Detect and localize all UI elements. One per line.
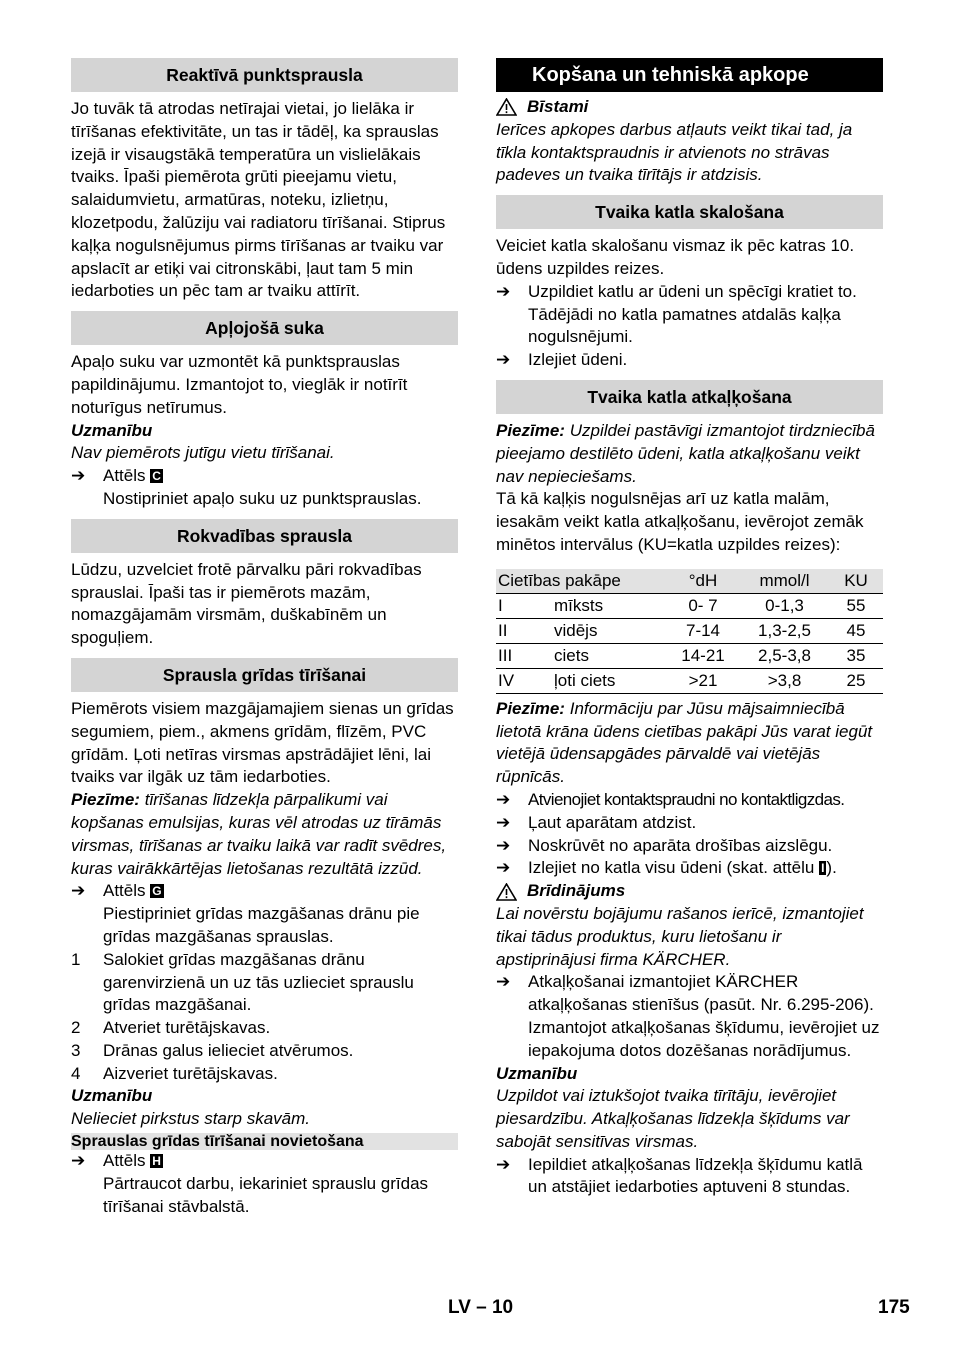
arrow-icon: ➔: [496, 281, 511, 301]
step-text: Atvienojiet kontaktspraudni no kontaktligzdas.: [528, 789, 845, 809]
instruction-step: [496, 812, 883, 835]
table-cell: 1,3-2,5: [740, 618, 829, 643]
instruction-step: [496, 281, 883, 349]
note: [496, 698, 883, 789]
section-heading-reaktiva: Reaktīvā punktsprausla: [71, 58, 458, 92]
step-text-end: ).: [826, 858, 837, 878]
footer-section-label: LV – 10: [448, 1297, 514, 1318]
caution-title: Uzmanību: [71, 1086, 153, 1106]
section-heading-rokvadibas: Rokvadības sprausla: [71, 519, 458, 553]
table-cell: mīksts: [552, 593, 666, 618]
danger-title: Bīstami: [527, 97, 589, 116]
table-cell: 25: [829, 668, 883, 693]
warning-triangle-icon: [496, 98, 517, 116]
figure-badge: H: [152, 1154, 161, 1169]
warning-heading: [496, 880, 883, 903]
arrow-icon: ➔: [496, 789, 511, 809]
table-cell: 2,5-3,8: [740, 643, 829, 668]
table-cell: 35: [829, 643, 883, 668]
section-heading-apalojosa-suka: Apļojošā suka: [71, 311, 458, 345]
arrow-icon: ➔: [71, 881, 86, 901]
figure-badge: C: [152, 469, 161, 484]
instruction-step: [71, 465, 458, 488]
step-number: 2: [71, 1018, 81, 1038]
note-label: Piezīme:: [496, 698, 565, 718]
step-text: [528, 857, 837, 880]
table-cell: 55: [829, 593, 883, 618]
figure-ref: [103, 880, 164, 903]
step-text: Atkaļķošanai izmantojiet KÄRCHER atkaļķošanas stienīšus (pasūt. Nr. 6.295-206). Izmantojot atkaļķošanas šķīdumu, ievērojiet uz iepakojuma dotos dozēšanas norādījumus.: [528, 972, 880, 1060]
figure-label: Attēls: [103, 881, 146, 901]
danger-heading: [496, 96, 883, 119]
paragraph: Tā kā kaļķis nogulsnējas arī uz katla malām, iesakām veikt katla atkaļķošanu, ievērojot zemāk minētos intervālus (KU=katla uzpildes reizes):: [496, 489, 864, 554]
table-row: [496, 643, 883, 668]
instruction-step: [496, 789, 883, 812]
step-number: 3: [71, 1040, 81, 1060]
table-cell: 7-14: [666, 618, 740, 643]
note-text: Informāciju par Jūsu mājsaimniecībā lietotā krāna ūdens cietības pakāpi Jūs varat iegūt vietējā ūdensapgādes pārvaldē vai vietējās rūpnīcās.: [496, 698, 873, 787]
arrow-icon: ➔: [496, 350, 511, 370]
step-text: Nostipriniet apaļo suku uz punktsprauslas.: [103, 488, 422, 508]
table-cell: ciets: [552, 643, 666, 668]
table-cell: ļoti ciets: [552, 668, 666, 693]
note-text: Uzpildei pastāvīgi izmantojot tirdzniecībā pieejamo destilēto ūdeni, katla atkaļķošanu veikt nav nepieciešams.: [496, 420, 875, 486]
figure-ref: [103, 465, 163, 488]
numbered-step: [71, 1063, 458, 1086]
step-text: Noskrūvēt no aparāta drošības aizslēgu.: [528, 835, 833, 855]
arrow-icon: ➔: [71, 1151, 86, 1171]
table-row: [496, 593, 883, 618]
table-cell: >21: [666, 668, 740, 693]
paragraph: Piemērots visiem mazgājamajiem sienas un grīdas segumiem, piem., akmens grīdām, flīzēm, PVC grīdām. Ļoti netīras virsmas apstrādājiet lēni, lai tvaiks var ilgāk uz tām iedarboties.: [71, 698, 454, 787]
note: [71, 789, 458, 880]
step-text: Ļaut aparātam atdzist.: [528, 812, 697, 832]
warning-title: Brīdinājums: [527, 881, 626, 901]
header-hardness: Cietības pakāpe: [496, 569, 666, 594]
instruction-step: [496, 971, 883, 1062]
main-heading: Kopšana un tehniskā apkope: [496, 58, 883, 92]
left-column: [71, 58, 458, 1218]
figure-label: Attēls: [103, 466, 146, 486]
step-text: Drānas galus ielieciet atvērumos.: [103, 1040, 354, 1060]
header-dh: °dH: [666, 569, 740, 594]
table-cell: 0-1,3: [740, 593, 829, 618]
step-text: Iepildiet atkaļķošanas līdzekļa šķīdumu katlā un atstājiet iedarboties aptuveni 8 stundas.: [528, 1154, 863, 1197]
table-cell: IV: [496, 668, 552, 693]
right-column: [496, 58, 883, 1199]
instruction-step: [496, 857, 883, 880]
instruction-step: [71, 1150, 458, 1173]
arrow-icon: ➔: [496, 835, 511, 855]
table-cell: I: [496, 593, 552, 618]
table-cell: 0- 7: [666, 593, 740, 618]
warning-text: Lai novērstu bojājumu rašanos ierīcē, izmantojiet tikai tādus produktus, kuru lietošanu ir apstiprinājusi firma KÄRCHER.: [496, 903, 864, 969]
subsection-heading-novietosana: Sprauslas grīdas tīrīšanai novietošana: [71, 1133, 458, 1150]
step-number: 1: [71, 949, 81, 969]
step-text: Aizveriet turētājskavas.: [103, 1063, 278, 1083]
step-text: Piestipriniet grīdas mazgāšanas drānu pie grīdas mazgāšanas sprauslas.: [103, 904, 420, 946]
step-text: Izlejiet ūdeni.: [528, 350, 628, 370]
caution-text: Uzpildot vai iztukšojot tvaika tīrītāju, ievērojiet piesardzību. Atkaļķošanas līdzekļa šķīdums var sabojāt sensitīvas virsmas.: [496, 1086, 850, 1151]
instruction-step: [496, 835, 883, 858]
table-cell: >3,8: [740, 668, 829, 693]
instruction-step: [496, 349, 883, 372]
figure-badge: G: [152, 884, 162, 899]
note-label: Piezīme:: [496, 420, 565, 440]
arrow-icon: ➔: [496, 858, 511, 878]
figure-badge: I: [821, 861, 825, 876]
paragraph: Apaļo suku var uzmontēt kā punktsprauslas papildinājumu. Izmantojot to, vieglāk ir notīrīt noturīgus netīrumus.: [71, 352, 408, 417]
table-cell: II: [496, 618, 552, 643]
hardness-table: [496, 569, 883, 694]
step-text-part: Izlejiet no katla visu ūdeni (skat. attēlu: [528, 858, 815, 878]
caution-text: Nav piemērots jutīgu vietu tīrīšanai.: [71, 443, 335, 463]
page-number: 175: [878, 1297, 910, 1318]
danger-text: Ierīces apkopes darbus atļauts veikt tikai tad, ja tīkla kontaktspraudnis ir atvienots no strāvas padeves un tvaika tīrītājs ir atdzisis.: [496, 119, 853, 185]
table-cell: vidējs: [552, 618, 666, 643]
paragraph: Jo tuvāk tā atrodas netīrajai vietai, jo lielāka ir tīrīšanas efektivitāte, un tas ir tādēļ, ka sprauslas izejā ir visaugstākā temperatūra un vislielākais tvaiks. Īpaši piemērota grūti pieejamu vietu, salaidumvietu, armatūras, noteku, izlietņu, klozetpodu, žalūziju vai radiatoru tīrīšanai. Stiprus kaļķa nogulsnējumus pirms tīrīšanas ar tvaiku var apslacīt ar etiķi vai citronskābi, ļaut tam 5 min iedarboties un pēc tam ar tvaiku attīrīt.: [71, 99, 446, 301]
warning-triangle-icon: [496, 883, 517, 901]
instruction-step: [496, 1154, 883, 1200]
arrow-icon: ➔: [496, 812, 511, 832]
caution-title: Uzmanību: [496, 1063, 578, 1083]
table-cell: III: [496, 643, 552, 668]
numbered-step: [71, 949, 458, 1017]
note-label: Piezīme:: [71, 790, 140, 810]
section-heading-skalosana: Tvaika katla skalošana: [496, 195, 883, 229]
section-heading-gridas-sprausla: Sprausla grīdas tīrīšanai: [71, 658, 458, 692]
table-row: [496, 668, 883, 693]
paragraph: Lūdzu, uzvelciet frotē pārvalku pāri rokvadības sprauslai. Īpaši tas ir piemērots mazām, nomazgājamām virsmām, duškabīnēm un spoguļiem.: [71, 559, 422, 648]
arrow-icon: ➔: [71, 466, 86, 486]
table-header-row: [496, 569, 883, 594]
step-number: 4: [71, 1063, 81, 1083]
table-cell: 14-21: [666, 643, 740, 668]
section-heading-atkalkosana: Tvaika katla atkaļķošana: [496, 380, 883, 414]
step-text: Pārtraucot darbu, iekariniet sprauslu grīdas tīrīšanai stāvbalstā.: [103, 1173, 429, 1216]
numbered-step: [71, 1017, 458, 1040]
note-text: tīrīšanas līdzekļa pārpalikumi vai kopšanas emulsijas, kuras vēl atrodas uz tīrāmās virsmas, tīrīšanas ar tvaiku laikā var radīt svēdres, kuras vairākkārtējas lietošanas rezultātā izzūd.: [71, 790, 447, 878]
step-text: Uzpildiet katlu ar ūdeni un spēcīgi kratiet to. Tādējādi no katla pamatnes atdalās kaļķa nogulsnējumi.: [528, 281, 857, 347]
figure-ref: [103, 1150, 163, 1173]
header-ku: KU: [829, 569, 883, 594]
figure-label: Attēls: [103, 1151, 146, 1171]
step-text: Atveriet turētājskavas.: [103, 1018, 271, 1038]
step-text: Salokiet grīdas mazgāšanas drānu garenvirzienā un uz tās uzlieciet sprauslu grīdas mazgāšanai.: [103, 949, 414, 1015]
caution-text: Nelieciet pirkstus starp skavām.: [71, 1109, 311, 1129]
header-mmol: mmol/l: [740, 569, 829, 594]
note: [496, 420, 883, 488]
table-row: [496, 618, 883, 643]
paragraph: Veiciet katla skalošanu vismaz ik pēc katras 10. ūdens uzpildes reizes.: [496, 236, 855, 278]
instruction-step: [71, 880, 458, 903]
arrow-icon: ➔: [496, 972, 511, 992]
numbered-step: [71, 1040, 458, 1063]
table-cell: 45: [829, 618, 883, 643]
arrow-icon: ➔: [496, 1154, 511, 1174]
caution-title: Uzmanību: [71, 420, 153, 440]
